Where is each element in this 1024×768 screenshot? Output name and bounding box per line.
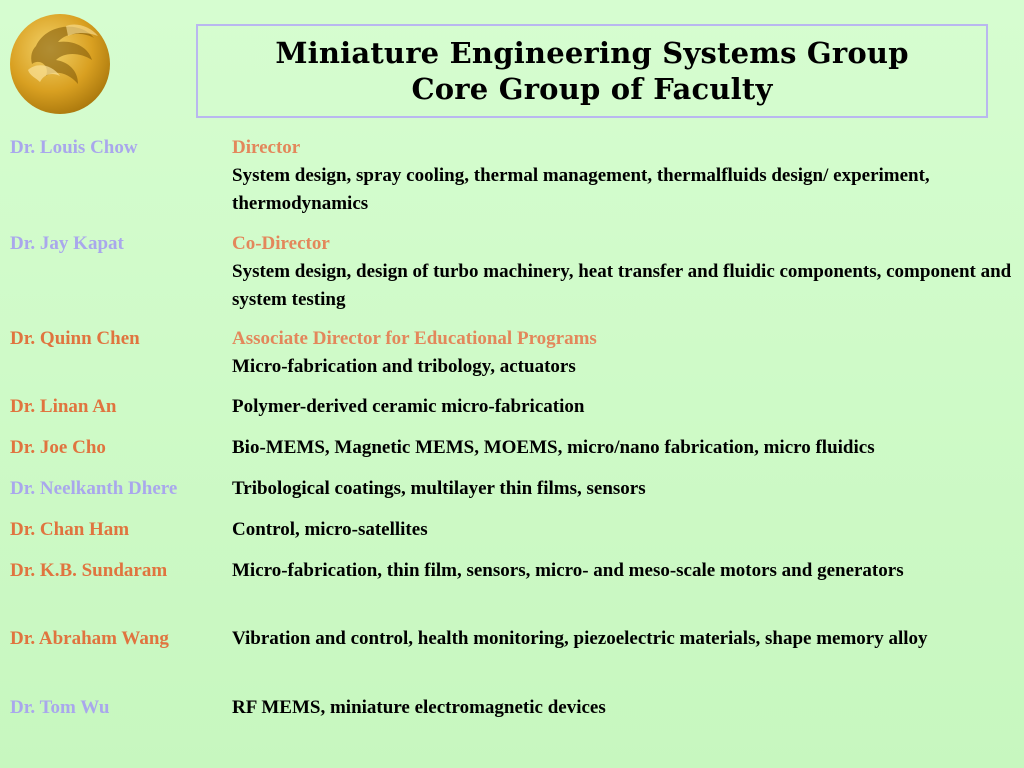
faculty-research: Polymer-derived ceramic micro-fabrication <box>232 396 585 417</box>
faculty-name: Dr. Abraham Wang <box>10 628 169 649</box>
pegasus-logo-icon <box>6 6 114 118</box>
faculty-research: Vibration and control, health monitoring, piezoelectric materials, shape memory alloy <box>232 628 928 649</box>
faculty-name: Dr. Chan Ham <box>10 519 130 540</box>
faculty-role: Director <box>232 137 301 158</box>
faculty-name: Dr. Quinn Chen <box>10 328 140 349</box>
faculty-research: RF MEMS, miniature electromagnetic devices <box>232 697 606 718</box>
title-box <box>196 24 988 118</box>
faculty-role: Associate Director for Educational Programs <box>232 328 597 349</box>
faculty-research: Bio-MEMS, Magnetic MEMS, MOEMS, micro/nano fabrication, micro fluidics <box>232 437 875 458</box>
faculty-name: Dr. Louis Chow <box>10 137 138 158</box>
faculty-role: Co-Director <box>232 233 330 254</box>
slide-title: Miniature Engineering Systems Group <box>275 36 909 70</box>
faculty-research: Control, micro-satellites <box>232 519 428 540</box>
faculty-research: System design, design of turbo machinery, heat transfer and fluidic components, component and system testing <box>232 261 1012 310</box>
faculty-research: System design, spray cooling, thermal management, thermalfluids design/ experiment, thermodynamics <box>232 165 930 214</box>
faculty-name: Dr. Tom Wu <box>10 697 110 718</box>
faculty-research: Micro-fabrication and tribology, actuators <box>232 356 576 377</box>
faculty-name: Dr. Linan An <box>10 396 117 417</box>
faculty-research: Micro-fabrication, thin film, sensors, micro- and meso-scale motors and generators <box>232 560 904 581</box>
faculty-name: Dr. Neelkanth Dhere <box>10 478 178 499</box>
faculty-name: Dr. K.B. Sundaram <box>10 560 168 581</box>
faculty-name: Dr. Jay Kapat <box>10 233 124 254</box>
faculty-name: Dr. Joe Cho <box>10 437 106 458</box>
faculty-research: Tribological coatings, multilayer thin films, sensors <box>232 478 646 499</box>
slide-subtitle: Core Group of Faculty <box>411 72 773 106</box>
